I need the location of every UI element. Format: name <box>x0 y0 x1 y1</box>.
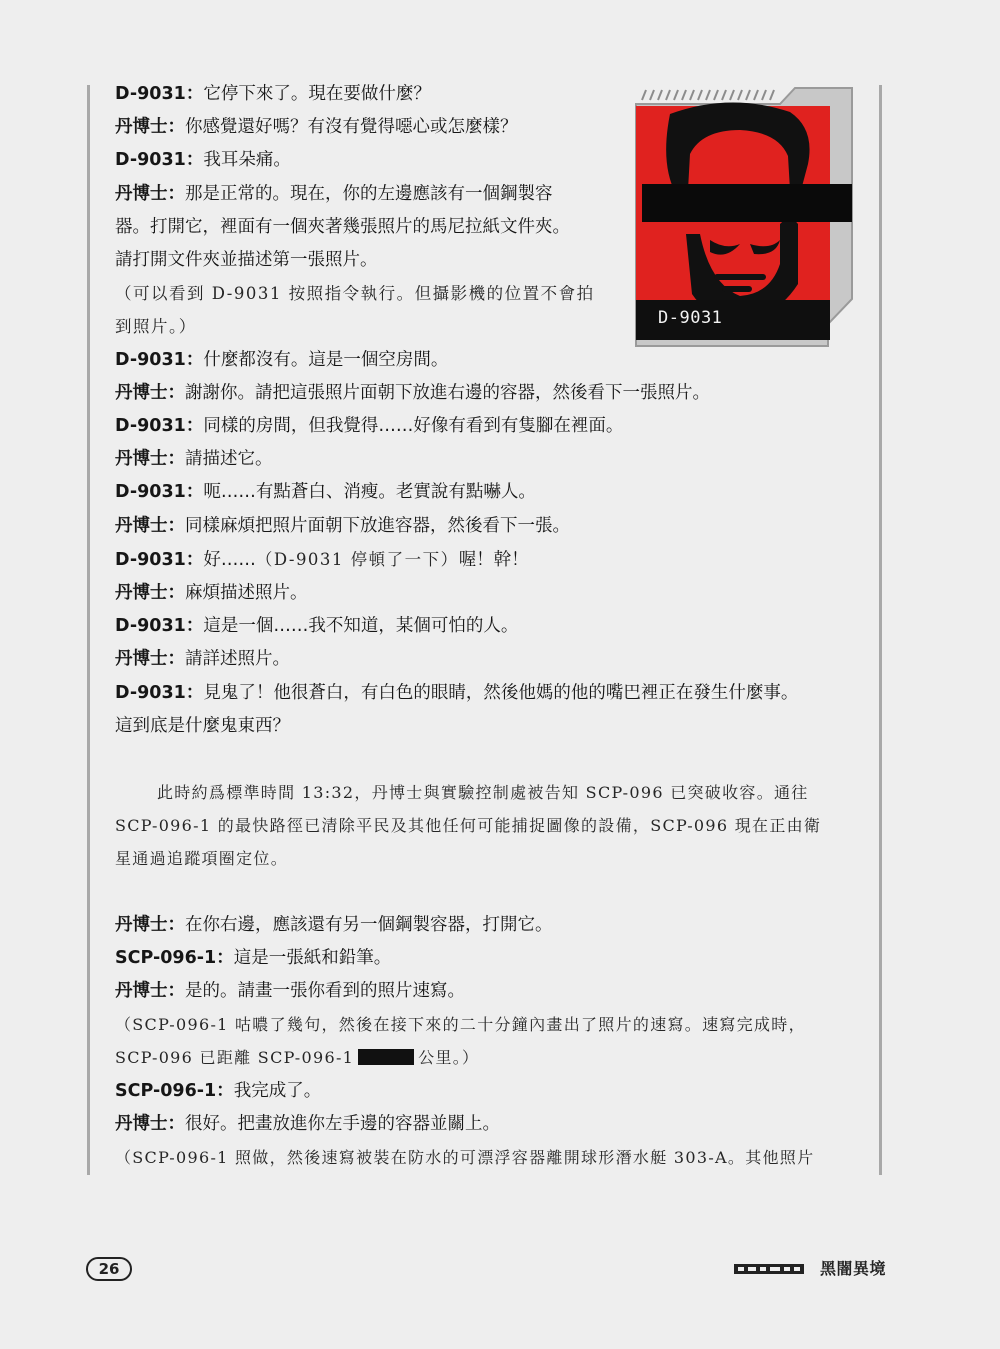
dialogue-line <box>115 710 860 743</box>
dialogue-line <box>115 78 860 111</box>
dialogue-text: 你感覺還好嗎？有沒有覺得噁心或怎麼樣？ <box>185 117 518 138</box>
speaker-name: 丹博士： <box>115 515 185 536</box>
stage-note <box>115 1008 860 1041</box>
dialogue-text: 這是一張紙和鉛筆。 <box>233 947 392 968</box>
dialogue-text: 呃……有點蒼白、消瘦。老實說有點嚇人。 <box>203 482 536 503</box>
stage-note-text: （SCP-096-1 照做，然後速寫被裝在防水的可漂浮容器離開球形潛水艇 303-A。其他照片 <box>115 1148 815 1168</box>
dialogue-text: 這到底是什麼鬼東西？ <box>115 715 290 736</box>
stage-note <box>115 1141 860 1174</box>
spacer <box>115 743 860 776</box>
dialogue-text: 很好。把畫放進你左手邊的容器並關上。 <box>185 1113 500 1134</box>
speaker-name: D-9031： <box>115 482 204 503</box>
speaker-name: SCP-096-1： <box>115 947 234 968</box>
dialogue-line <box>115 677 860 710</box>
page-number: 26 <box>86 1257 132 1281</box>
speaker-name: 丹博士： <box>115 914 185 935</box>
speaker-name: D-9031： <box>115 416 204 437</box>
dialogue-line <box>115 942 860 975</box>
stage-note-text: 到照片。） <box>115 317 197 337</box>
dialogue-line <box>115 476 860 509</box>
dialogue-line <box>115 244 860 277</box>
speaker-name: SCP-096-1： <box>115 1080 234 1101</box>
speaker-name: 丹博士： <box>115 1113 185 1134</box>
dialogue-line <box>115 111 860 144</box>
speaker-name: 丹博士： <box>115 382 185 403</box>
dialogue-text: 謝謝你。請把這張照片面朝下放進右邊的容器，然後看下一張照片。 <box>185 382 710 403</box>
dialogue-text: 請描述它。 <box>185 449 273 470</box>
speaker-name: D-9031： <box>115 349 204 370</box>
dialogue-text: 這是一個……我不知道，某個可怕的人。 <box>203 616 519 637</box>
dialogue-line <box>115 410 860 443</box>
dialogue-text: 是的。請畫一張你看到的照片速寫。 <box>185 981 465 1002</box>
dialogue-text: 什麼都沒有。這是一個空房間。 <box>203 349 449 370</box>
stage-note <box>115 277 860 310</box>
stage-note <box>115 1041 860 1074</box>
speaker-name: 丹博士： <box>115 449 185 470</box>
speaker-name: 丹博士： <box>115 649 185 670</box>
dialogue-line <box>115 909 860 942</box>
dialogue-line <box>115 178 860 211</box>
photo-label: D-9031 <box>658 308 723 328</box>
dialogue-text: 那是正常的。現在，你的左邊應該有一個鋼製容 <box>185 183 553 204</box>
dialogue-text: 同樣麻煩把照片面朝下放進容器，然後看下一張。 <box>185 515 570 536</box>
dialogue-text: 它停下來了。現在要做什麼？ <box>203 84 431 104</box>
speaker-name: D-9031： <box>115 84 204 104</box>
dialogue-line <box>115 543 860 577</box>
speaker-name: D-9031： <box>115 682 204 703</box>
dialogue-line <box>115 975 860 1008</box>
dialogue-text: 在你右邊，應該還有另一個鋼製容器，打開它。 <box>185 914 553 935</box>
dialogue-text: 我耳朵痛。 <box>203 150 291 171</box>
dialogue-line <box>115 1108 860 1141</box>
stage-note-text: （SCP-096-1 咕噥了幾句，然後在接下來的二十分鐘內畫出了照片的速寫。速寫完成時， <box>115 1015 806 1035</box>
speaker-name: D-9031： <box>115 549 204 570</box>
dialogue-line <box>115 510 860 543</box>
dialogue-text: 我完成了。 <box>233 1080 322 1101</box>
dialogue-line <box>115 344 860 377</box>
dialogue-line <box>115 1075 860 1108</box>
speaker-name: 丹博士： <box>115 117 185 138</box>
narration-line: 星通過追蹤項圈定位。 <box>115 849 289 869</box>
speaker-name: D-9031： <box>115 616 204 637</box>
narration-line: 此時約爲標準時間 13:32，丹博士與實驗控制處被告知 SCP-096 已突破收容。通往 <box>157 783 809 803</box>
publisher-logo-icon <box>734 1262 804 1276</box>
dialogue-text: 見鬼了！他很蒼白，有白色的眼睛，然後他媽的他的嘴巴裡正在發生什麼事。 <box>203 682 799 703</box>
narration-line: SCP-096-1 的最快路徑已清除平民及其他任何可能捕捉圖像的設備，SCP-096 現在正由衛 <box>115 816 822 836</box>
stage-note-text: （可以看到 D-9031 按照指令執行。但攝影機的位置不會拍 <box>115 284 595 304</box>
dialogue-line <box>115 377 860 410</box>
stage-note-text: SCP-096 已距離 SCP-096-1 <box>115 1048 355 1068</box>
dialogue-line <box>115 643 860 676</box>
transcript-body <box>115 78 860 1174</box>
dialogue-line <box>115 211 860 244</box>
right-margin-rule <box>879 85 882 1175</box>
spacer <box>115 876 860 909</box>
stage-note-text: 公里。） <box>418 1048 480 1068</box>
speaker-name: 丹博士： <box>115 981 185 1002</box>
left-margin-rule <box>87 85 90 1175</box>
dialogue-text: 器。打開它，裡面有一個夾著幾張照片的馬尼拉紙文件夾。 <box>115 216 570 237</box>
dialogue-line <box>115 577 860 610</box>
book-title: 黑闇異境 <box>820 1259 887 1278</box>
inline-stage-note: （D-9031 停頓了一下） <box>255 549 459 569</box>
dialogue-text: 同樣的房間，但我覺得……好像有看到有隻腳在裡面。 <box>203 416 624 437</box>
redaction-bar <box>358 1049 414 1065</box>
dialogue-text: 好…… <box>203 549 256 570</box>
dialogue-line <box>115 610 860 643</box>
stage-note <box>115 310 860 343</box>
dialogue-text: 請詳述照片。 <box>185 649 290 670</box>
dialogue-line <box>115 144 860 177</box>
speaker-name: 丹博士： <box>115 183 185 204</box>
dialogue-text: 喔！幹！ <box>458 549 529 570</box>
dialogue-text: 麻煩描述照片。 <box>185 583 308 604</box>
speaker-name: 丹博士： <box>115 583 185 604</box>
dialogue-text: 請打開文件夾並描述第一張照片。 <box>115 250 378 271</box>
dialogue-line <box>115 443 860 476</box>
speaker-name: D-9031： <box>115 150 204 171</box>
